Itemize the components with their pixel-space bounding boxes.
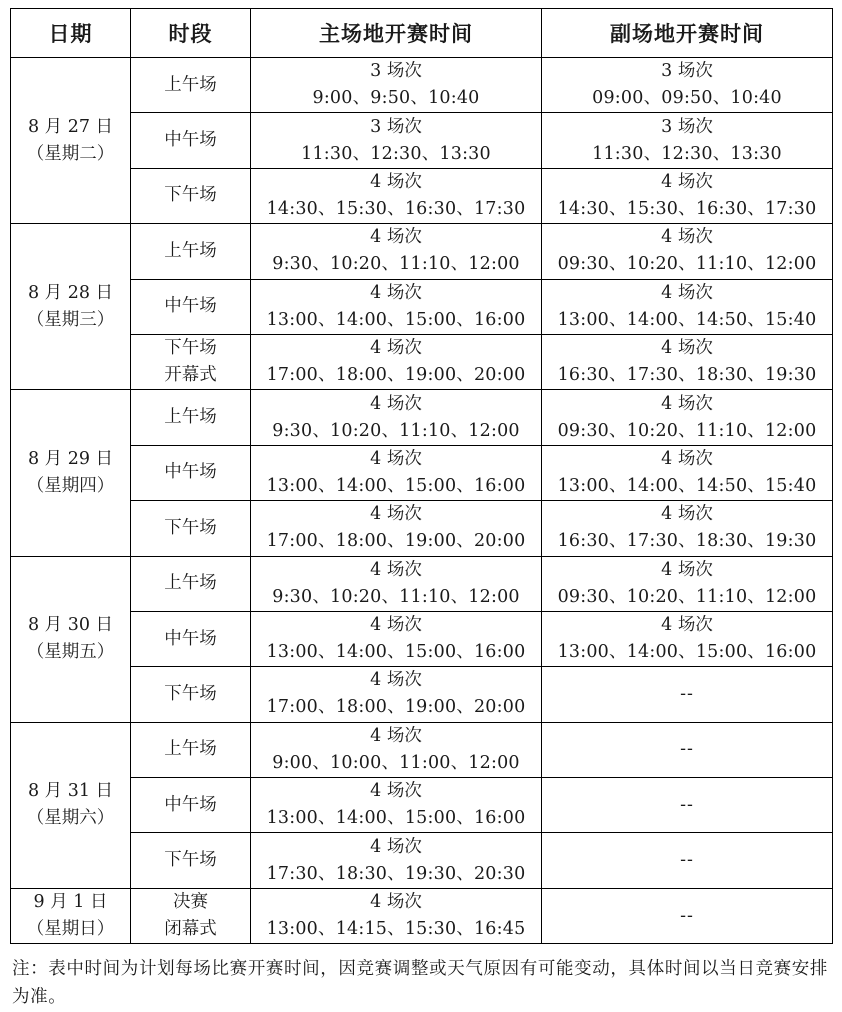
main-venue-cell — [251, 224, 542, 279]
main-venue-cell — [251, 501, 542, 556]
weekday-label: （星期二） — [26, 143, 115, 164]
slot-label: 中午场 — [164, 794, 217, 815]
main-venue-cell — [251, 279, 542, 334]
sub-venue-cell — [542, 168, 833, 223]
slot-label: 下午场 — [164, 185, 217, 206]
sub-venue-cell — [542, 113, 833, 168]
match-times: 17:00、18:00、19:00、20:00 — [266, 531, 526, 552]
table-row — [11, 833, 833, 888]
sub-venue-cell — [542, 667, 833, 722]
slot-label: 中午场 — [164, 462, 217, 483]
weekday-label: （星期六） — [26, 808, 115, 829]
table-row — [11, 501, 833, 556]
main-venue-cell — [251, 667, 542, 722]
date-cell — [11, 556, 131, 722]
schedule-table — [10, 8, 833, 944]
weekday-label: （星期四） — [26, 475, 115, 496]
sub-venue-cell — [542, 722, 833, 777]
date-label: 8 月 29 日 — [27, 448, 114, 469]
match-count: 3 场次 — [661, 116, 713, 137]
match-count: 4 场次 — [661, 615, 713, 636]
main-venue-cell — [251, 778, 542, 833]
date-label: 9 月 1 日 — [33, 892, 108, 913]
match-times: 11:30、12:30、13:30 — [301, 143, 491, 164]
header-sub-venue: 副场地开赛时间 — [542, 9, 833, 58]
match-count: 4 场次 — [370, 504, 422, 525]
sub-venue-cell — [542, 58, 833, 113]
match-times: 13:00、14:15、15:30、16:45 — [266, 919, 526, 940]
slot-label: 开幕式 — [164, 365, 217, 386]
match-count: 4 场次 — [661, 227, 713, 248]
match-times: 14:30、15:30、16:30、17:30 — [266, 198, 526, 219]
slot-cell — [131, 667, 251, 722]
match-times: 9:00、9:50、10:40 — [312, 88, 480, 109]
match-count: 4 场次 — [661, 448, 713, 469]
slot-cell — [131, 58, 251, 113]
slot-cell — [131, 722, 251, 777]
date-cell — [11, 390, 131, 556]
match-times: 17:00、18:00、19:00、20:00 — [266, 365, 526, 386]
table-row — [11, 58, 833, 113]
match-count: 4 场次 — [370, 836, 422, 857]
sub-venue-cell — [542, 778, 833, 833]
slot-cell — [131, 334, 251, 389]
match-count: 4 场次 — [661, 504, 713, 525]
match-count: 4 场次 — [370, 892, 422, 913]
date-label: 8 月 30 日 — [27, 615, 114, 636]
match-times: 9:30、10:20、11:10、12:00 — [272, 254, 520, 275]
slot-label: 中午场 — [164, 130, 217, 151]
slot-cell — [131, 390, 251, 445]
main-venue-cell — [251, 722, 542, 777]
slot-cell — [131, 501, 251, 556]
match-times: 09:30、10:20、11:10、12:00 — [557, 254, 817, 275]
date-label: 8 月 28 日 — [27, 282, 114, 303]
match-times: 13:00、14:00、15:00、16:00 — [266, 309, 526, 330]
match-times: 16:30、17:30、18:30、19:30 — [557, 531, 817, 552]
match-count: 3 场次 — [370, 116, 422, 137]
slot-label: 下午场 — [164, 683, 217, 704]
match-count: 4 场次 — [661, 393, 713, 414]
table-row — [11, 390, 833, 445]
match-times: 14:30、15:30、16:30、17:30 — [557, 198, 817, 219]
table-row — [11, 113, 833, 168]
match-times: 13:00、14:00、14:50、15:40 — [557, 475, 817, 496]
match-count: 4 场次 — [370, 781, 422, 802]
main-venue-cell — [251, 58, 542, 113]
slot-cell — [131, 113, 251, 168]
match-times: 13:00、14:00、15:00、16:00 — [266, 642, 526, 663]
match-count: 4 场次 — [370, 670, 422, 691]
table-body — [11, 58, 833, 944]
slot-cell — [131, 888, 251, 943]
match-count: 3 场次 — [370, 61, 422, 82]
sub-venue-cell — [542, 445, 833, 500]
slot-cell — [131, 833, 251, 888]
slot-label: 上午场 — [164, 407, 217, 428]
main-venue-cell — [251, 833, 542, 888]
match-times: 17:00、18:00、19:00、20:00 — [266, 697, 526, 718]
match-count: 4 场次 — [370, 171, 422, 192]
match-times: 13:00、14:00、15:00、16:00 — [266, 475, 526, 496]
header-main-venue: 主场地开赛时间 — [251, 9, 542, 58]
weekday-label: （星期日） — [26, 919, 115, 940]
match-count: 4 场次 — [661, 282, 713, 303]
header-row — [11, 9, 833, 58]
main-venue-cell — [251, 390, 542, 445]
main-venue-cell — [251, 611, 542, 666]
match-count: 4 场次 — [661, 338, 713, 359]
date-label: 8 月 31 日 — [27, 781, 114, 802]
date-cell — [11, 224, 131, 390]
table-header — [11, 9, 833, 58]
table-row — [11, 611, 833, 666]
slot-label: 上午场 — [164, 739, 217, 760]
match-times: 17:30、18:30、19:30、20:30 — [266, 863, 526, 884]
date-label: 8 月 27 日 — [27, 116, 114, 137]
slot-label: 中午场 — [164, 628, 217, 649]
match-count: 4 场次 — [661, 171, 713, 192]
sub-venue-cell — [542, 888, 833, 943]
slot-cell — [131, 778, 251, 833]
match-count: 4 场次 — [370, 393, 422, 414]
table-row — [11, 224, 833, 279]
no-match-dash: -- — [680, 739, 694, 760]
slot-cell — [131, 279, 251, 334]
slot-label: 闭幕式 — [164, 919, 217, 940]
slot-label: 上午场 — [164, 240, 217, 261]
match-times: 9:30、10:20、11:10、12:00 — [272, 586, 520, 607]
match-count: 4 场次 — [370, 559, 422, 580]
slot-label: 下午场 — [164, 338, 217, 359]
slot-cell — [131, 445, 251, 500]
match-times: 9:00、10:00、11:00、12:00 — [272, 752, 520, 773]
match-times: 16:30、17:30、18:30、19:30 — [557, 365, 817, 386]
sub-venue-cell — [542, 279, 833, 334]
table-row — [11, 279, 833, 334]
slot-label: 上午场 — [164, 573, 217, 594]
match-times: 09:00、09:50、10:40 — [592, 88, 782, 109]
date-cell — [11, 722, 131, 888]
table-row — [11, 168, 833, 223]
slot-cell — [131, 168, 251, 223]
header-slot: 时段 — [131, 9, 251, 58]
match-times: 13:00、14:00、15:00、16:00 — [557, 642, 817, 663]
main-venue-cell — [251, 113, 542, 168]
table-row — [11, 556, 833, 611]
main-venue-cell — [251, 888, 542, 943]
sub-venue-cell — [542, 833, 833, 888]
slot-label: 下午场 — [164, 850, 217, 871]
match-count: 4 场次 — [370, 227, 422, 248]
table-row — [11, 445, 833, 500]
sub-venue-cell — [542, 556, 833, 611]
match-count: 3 场次 — [661, 61, 713, 82]
match-times: 09:30、10:20、11:10、12:00 — [557, 420, 817, 441]
slot-label: 中午场 — [164, 296, 217, 317]
weekday-label: （星期五） — [26, 642, 115, 663]
match-count: 4 场次 — [370, 282, 422, 303]
sub-venue-cell — [542, 611, 833, 666]
slot-cell — [131, 224, 251, 279]
table-row — [11, 888, 833, 943]
weekday-label: （星期三） — [26, 309, 115, 330]
table-row — [11, 778, 833, 833]
header-date: 日期 — [11, 9, 131, 58]
no-match-dash: -- — [680, 794, 694, 815]
slot-cell — [131, 556, 251, 611]
match-count: 4 场次 — [370, 615, 422, 636]
match-count: 4 场次 — [370, 725, 422, 746]
no-match-dash: -- — [680, 905, 694, 926]
table-row — [11, 667, 833, 722]
match-times: 9:30、10:20、11:10、12:00 — [272, 420, 520, 441]
sub-venue-cell — [542, 501, 833, 556]
date-cell — [11, 888, 131, 943]
table-row — [11, 334, 833, 389]
match-count: 4 场次 — [661, 559, 713, 580]
match-times: 11:30、12:30、13:30 — [592, 143, 782, 164]
main-venue-cell — [251, 334, 542, 389]
sub-venue-cell — [542, 390, 833, 445]
slot-cell — [131, 611, 251, 666]
match-times: 09:30、10:20、11:10、12:00 — [557, 586, 817, 607]
match-times: 13:00、14:00、14:50、15:40 — [557, 309, 817, 330]
match-count: 4 场次 — [370, 448, 422, 469]
match-times: 13:00、14:00、15:00、16:00 — [266, 808, 526, 829]
match-count: 4 场次 — [370, 338, 422, 359]
footnote: 注：表中时间为计划每场比赛开赛时间，因竞赛调整或天气原因有可能变动，具体时间以当日竞赛安排为准。 — [12, 959, 828, 1007]
date-cell — [11, 58, 131, 224]
main-venue-cell — [251, 556, 542, 611]
main-venue-cell — [251, 168, 542, 223]
table-row — [11, 722, 833, 777]
slot-label: 决赛 — [173, 892, 208, 913]
slot-label: 下午场 — [164, 517, 217, 538]
main-venue-cell — [251, 445, 542, 500]
slot-label: 上午场 — [164, 74, 217, 95]
sub-venue-cell — [542, 334, 833, 389]
no-match-dash: -- — [680, 683, 694, 704]
sub-venue-cell — [542, 224, 833, 279]
no-match-dash: -- — [680, 850, 694, 871]
